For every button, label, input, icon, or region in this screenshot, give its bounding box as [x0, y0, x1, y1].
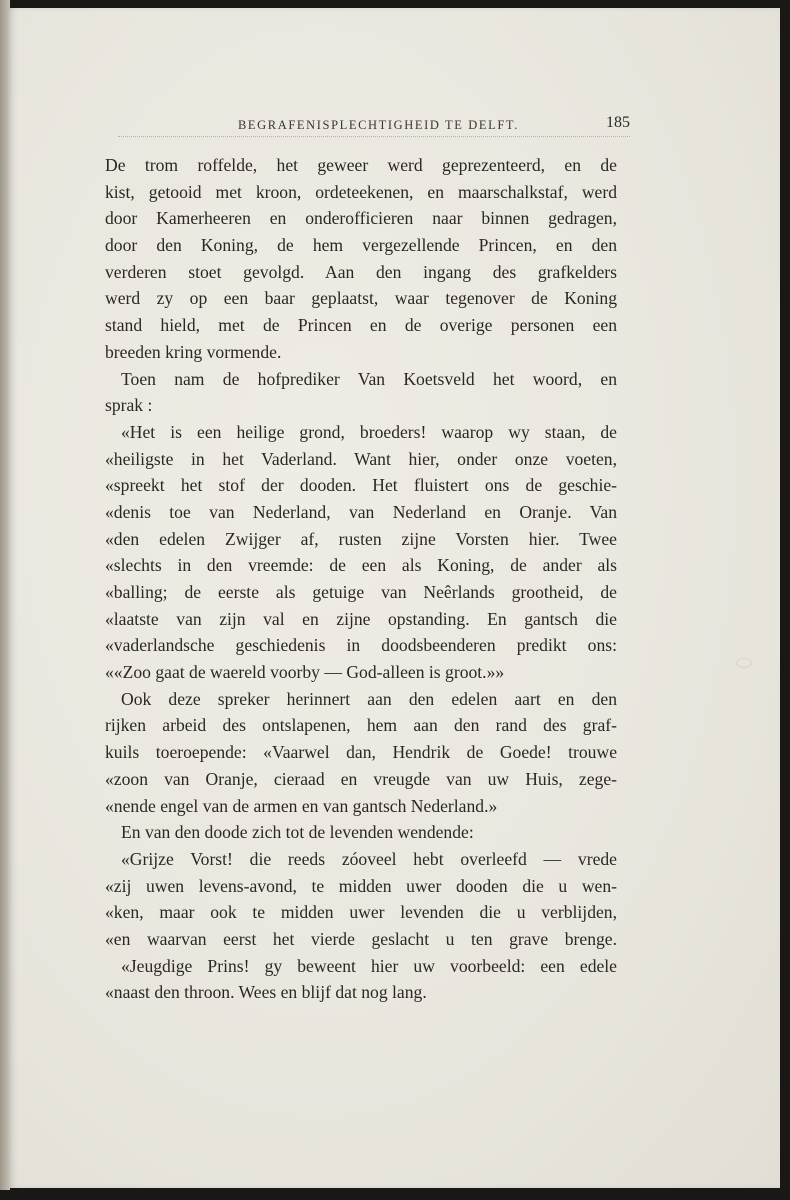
page-number: 185	[606, 114, 630, 131]
text-line: «zoon van Oranje, cieraad en vreugde van uw Huis, zege-	[105, 768, 617, 789]
text-line: door Kamerheeren en onderofficieren naar binnen gedragen,	[105, 208, 617, 229]
text-line: «ken, maar ook te midden uwer levenden die u verblijden,	[105, 902, 617, 923]
text-line: «Jeugdige Prins! gy beweent hier uw voorbeeld: een edele	[121, 955, 617, 976]
text-line: «Grijze Vorst! die reeds zóoveel hebt overleefd — vrede	[121, 848, 617, 869]
text-line: Ook deze spreker herinnert aan den edelen aart en den	[121, 688, 617, 709]
text-line: kuils toeroepende: «Vaarwel dan, Hendrik de Goede! trouwe	[105, 742, 617, 763]
text-line: «balling; de eerste als getuige van Neêrlands grootheid, de	[105, 582, 617, 602]
text-line: «spreekt het stof der dooden. Het fluistert ons de geschie-	[105, 475, 617, 496]
running-title: BEGRAFENISPLECHTIGHEID TE DELFT.	[238, 118, 519, 132]
text-line: sprak :	[105, 395, 153, 416]
text-line: De trom roffelde, het geweer werd geprezenteerd, en de	[105, 155, 617, 175]
text-line: ««Zoo gaat de waereld voorby — God-alleen is groot.»»	[105, 662, 505, 683]
text-line: «slechts in den vreemde: de een als Koning, de ander als	[105, 555, 617, 576]
page-header	[108, 112, 630, 140]
text-line: werd zy op een baar geplaatst, waar tegenover de Koning	[105, 288, 617, 309]
paper-smudge	[736, 658, 752, 668]
text-line: «Het is een heilige grond, broeders! waarop wy staan, de	[121, 421, 617, 442]
header-rule	[118, 136, 630, 137]
text-line: verderen stoet gevolgd. Aan den ingang des grafkelders	[105, 261, 617, 282]
text-line: «laatste van zijn val en zijne opstanding. En gantsch die	[105, 608, 617, 629]
text-line: breeden kring vormende.	[105, 341, 282, 362]
text-line: door den Koning, de hem vergezellende Princen, en den	[105, 235, 617, 256]
text-line: kist, getooid met kroon, ordeteekenen, en maarschalkstaf, werd	[105, 181, 617, 202]
text-line: rijken arbeid des ontslapenen, hem aan den rand des graf-	[105, 715, 617, 736]
body-text	[105, 152, 617, 1006]
text-line: «heiligste in het Vaderland. Want hier, onder onze voeten,	[105, 448, 617, 469]
text-line: En van den doode zich tot de levenden wendende:	[121, 822, 474, 843]
text-line: stand hield, met de Princen en de overige personen een	[105, 315, 617, 336]
text-line: «naast den throon. Wees en blijf dat nog lang.	[105, 982, 427, 1003]
text-line: «en waarvan eerst het vierde geslacht u ten grave brenge.	[105, 928, 617, 949]
text-line: «zij uwen levens-avond, te midden uwer dooden die u wen-	[105, 875, 617, 896]
text-line: «denis toe van Nederland, van Nederland en Oranje. Van	[105, 501, 617, 522]
text-line: Toen nam de hofprediker Van Koetsveld het woord, en	[121, 368, 617, 389]
text-line: «nende engel van de armen en van gantsch Nederland.»	[105, 795, 498, 816]
text-line: «den edelen Zwijger af, rusten zijne Vorsten hier. Twee	[105, 528, 617, 549]
text-line: «vaderlandsche geschiedenis in doodsbeenderen predikt ons:	[105, 635, 617, 656]
